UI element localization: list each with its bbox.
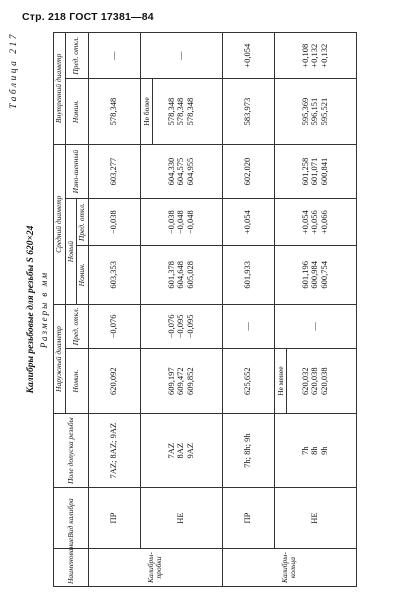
inner-nom-header: Номин. — [65, 79, 88, 144]
mid-new-dev-header: Пред. откл. — [77, 199, 89, 245]
table-number: Таблица 217 — [9, 32, 19, 109]
mid-new-header: Новый — [65, 199, 77, 304]
outer-dev-cell: −0,076 −0,095 −0,095 — [140, 304, 222, 348]
outer-dev-cell: −0,076 — [88, 304, 140, 348]
inner-dev-cell: +0,054 — [222, 33, 274, 79]
outer-nom-cell: 620,092 — [88, 349, 140, 414]
mid-new-nom-cell: 601,196 600,984 600,754 — [274, 245, 356, 304]
mid-new-dev-cell: −0,038 — [88, 199, 140, 245]
mid-new-dev-cell: +0,054 — [222, 199, 274, 245]
col-type-header: Вид калибра — [54, 488, 89, 549]
note-ne-menee: Не менее — [274, 348, 287, 414]
outer-dev-cell: — — [222, 304, 274, 348]
mid-worn-cell: 602,020 — [222, 144, 274, 199]
outer-nom-value: 625,652 — [242, 367, 253, 395]
mid-worn-cell: 604,330 604,575 604,955 — [140, 144, 222, 199]
outer-nom-cell — [222, 349, 285, 414]
field-cell: 7h 8h 9h — [274, 414, 356, 488]
table-row — [88, 33, 140, 587]
mid-new-dev-cell: +0,054 +0,056 +0,066 — [274, 199, 356, 245]
col-name-header: Наименование — [54, 549, 89, 587]
col-inner-header: Внутренний диаметр — [54, 33, 66, 145]
outer-nom-cell: 620,032 620,038 620,038 — [274, 349, 356, 414]
note-ne-bolee: Не более — [140, 78, 153, 144]
outer-dev-header: Пред. откл. — [65, 304, 88, 348]
outer-nom-cell: 609,197 609,472 609,852 — [140, 349, 222, 414]
rotated-table-block — [9, 32, 396, 587]
group-label-plugs: Калибры-пробки — [88, 549, 222, 587]
mid-worn-cell: 601,258 601,071 600,841 — [274, 144, 356, 199]
col-outer-header: Наружный диаметр — [54, 304, 66, 414]
header-row-1 — [54, 33, 66, 587]
field-cell: 7AZ 8AZ 9AZ — [140, 414, 222, 488]
mid-worn-header: Изно-шенный — [65, 144, 88, 199]
mid-new-nom-cell: 603,353 — [88, 245, 140, 304]
type-cell: ПР — [222, 488, 274, 549]
inner-dev-cell: — — [88, 33, 140, 79]
inner-nom-cell: 583,973 — [222, 79, 274, 144]
outer-dev-cell: — — [274, 304, 356, 348]
mid-new-dev-cell: −0,038 −0,048 −0,048 — [140, 199, 222, 245]
type-cell: ПР — [88, 488, 140, 549]
col-mid-header: Средний диаметр — [54, 144, 66, 304]
gauge-table — [53, 32, 357, 587]
outer-nom-header: Номин. — [65, 349, 88, 414]
table-title: Калибры резьбовые для резьбы S 620×24 — [26, 225, 36, 394]
inner-dev-cell: — — [140, 33, 222, 79]
col-field-header: Поле допуска резьбы — [54, 414, 89, 488]
mid-new-nom-header: Номин. — [77, 245, 89, 304]
inner-nom-cell — [88, 79, 151, 144]
inner-nom-value: 578,348 — [108, 97, 119, 126]
table-row — [274, 33, 356, 587]
table-row — [222, 33, 274, 587]
group-label-rings: Калибры-кольца — [222, 549, 356, 587]
inner-nom-cell: 595,369 596,151 595,521 — [274, 79, 356, 144]
units-caption: Размеры в мм — [39, 270, 49, 349]
mid-worn-cell: 603,277 — [88, 144, 140, 199]
type-cell: НЕ — [140, 488, 222, 549]
field-cell: 7h; 8h; 9h — [222, 414, 274, 488]
type-cell: НЕ — [274, 488, 356, 549]
inner-dev-cell: +0,108 +0,132 +0,132 — [274, 33, 356, 79]
mid-new-nom-cell: 601,933 — [222, 245, 274, 304]
page-header: Стр. 218 ГОСТ 17381—84 — [22, 11, 154, 23]
mid-new-nom-cell: 601,378 604,648 605,028 — [140, 245, 222, 304]
inner-dev-header: Пред. откл. — [65, 33, 88, 79]
field-cell: 7AZ; 8AZ; 9AZ — [88, 414, 140, 488]
inner-nom-cell: 578,348 578,348 578,348 — [140, 79, 222, 144]
